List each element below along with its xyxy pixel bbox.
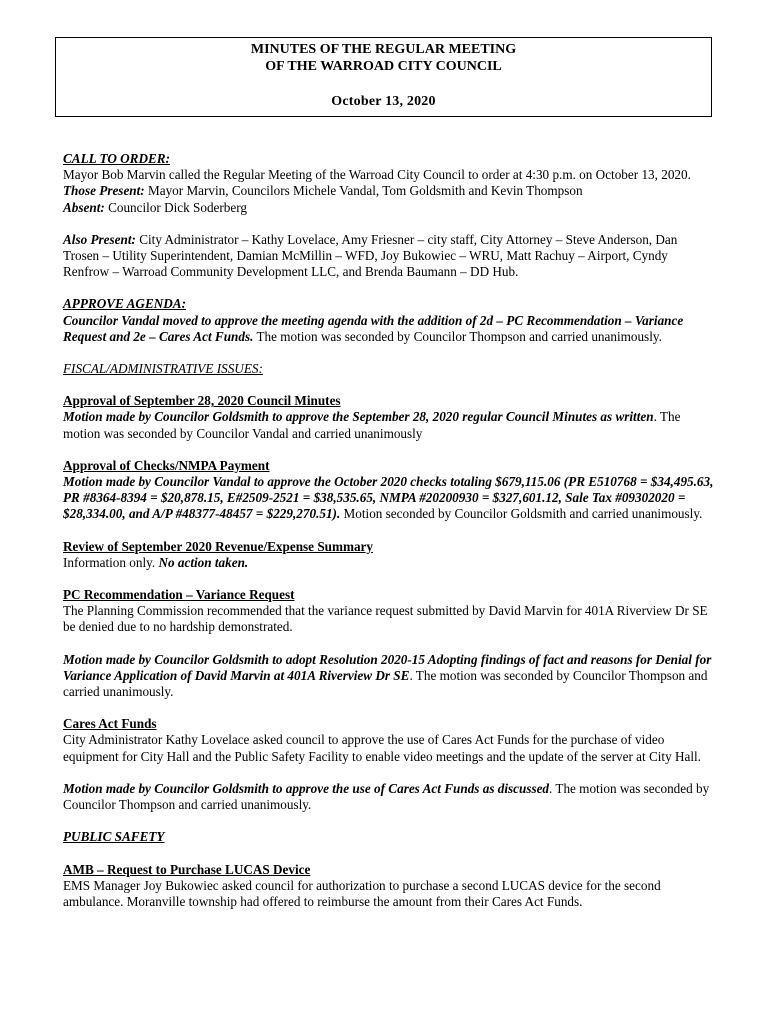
also-present-label: Also Present: xyxy=(63,231,136,247)
amb-lucas-item xyxy=(63,862,715,911)
call-to-order-heading: CALL TO ORDER: xyxy=(63,151,170,166)
revenue-review-no-action: No action taken. xyxy=(158,554,249,570)
fiscal-heading-paragraph xyxy=(63,361,715,377)
pc-recommendation-text: The Planning Commission recommended that the variance request submitted by David Marvin for 401A Riverview Dr SE be denied due to no hardship demonstrated. xyxy=(63,603,708,635)
approve-agenda-heading: APPROVE AGENDA: xyxy=(63,296,186,312)
fiscal-heading: FISCAL/ADMINISTRATIVE ISSUES: xyxy=(63,361,263,377)
also-present-text: City Administrator – Kathy Lovelace, Amy Friesner – city staff, City Attorney – Steve Anderson, Dan Trosen – Utility Superintendent, Damian McMillin – WFD, Joy Bukowiec – WRU, Matt Rachuy – Airport, Cyndy Renfrow – Warroad Community Development LLC, and Brenda Baumann – DD Hub. xyxy=(63,231,678,280)
checks-approval-rest: Motion seconded by Councilor Goldsmith and carried unanimously. xyxy=(340,506,703,522)
minutes-approval-title: Approval of September 28, 2020 Council Minutes xyxy=(63,393,341,409)
pc-recommendation-title: PC Recommendation – Variance Request xyxy=(63,587,295,603)
call-to-order-section xyxy=(63,151,715,216)
revenue-review-item xyxy=(63,539,715,571)
checks-approval-motion: Motion made by Councilor Vandal to approve the October 2020 checks totaling $679,115.06 (PR E510768 = $34,495.63, PR #8364-8394 = $20,878.15, E#2509-2521 = $38,535.65, NMPA #20200930 = $327,601.12, Sale Tax #09302020 = $28,334.00, and A/P #48377-48457 = $229,270.51). xyxy=(63,474,714,522)
those-present-label: Those Present: xyxy=(63,183,145,199)
call-to-order-text: Mayor Bob Marvin called the Regular Meeting of the Warroad City Council to order at 4:30 p.m. on October 13, 2020. xyxy=(63,167,691,183)
minutes-approval-motion: Motion made by Councilor Goldsmith to approve the September 28, 2020 regular Council Minutes as written xyxy=(63,409,654,425)
amb-lucas-title: AMB – Request to Purchase LUCAS Device xyxy=(63,861,311,877)
title-line-1: MINUTES OF THE REGULAR MEETING xyxy=(250,42,517,57)
public-safety-heading-paragraph xyxy=(63,829,715,845)
minutes-approval-item xyxy=(63,393,715,442)
checks-approval-item xyxy=(63,458,715,523)
cares-act-text: City Administrator Kathy Lovelace asked council to approve the use of Cares Act Funds for the purchase of video equipment for City Hall and the Public Safety Facility to enable video meetings and the update of the server at City Hall. xyxy=(63,732,701,764)
title-box xyxy=(55,37,712,117)
pc-recommendation-motion-paragraph xyxy=(63,652,715,701)
absent-label: Absent: xyxy=(63,199,105,215)
approve-agenda-section xyxy=(63,296,715,345)
revenue-review-info: Information only. xyxy=(63,554,159,570)
approve-agenda-rest: The motion was seconded by Councilor Thompson and carried unanimously. xyxy=(253,328,662,344)
cares-act-rest: . The motion was seconded by Councilor Thompson and carried unanimously. xyxy=(63,780,710,813)
pc-recommendation-motion: Motion made by Councilor Goldsmith to adopt Resolution 2020-15 Adopting findings of fact and reasons for Denial for Variance Application of David Marvin at 401A Riverview Dr SE xyxy=(63,651,712,683)
also-present-paragraph xyxy=(63,232,715,281)
public-safety-heading: PUBLIC SAFETY xyxy=(63,829,165,845)
cares-act-motion-paragraph xyxy=(63,781,715,813)
cares-act-title: Cares Act Funds xyxy=(63,716,157,732)
minutes-approval-rest: . The motion was seconded by Councilor Vandal and carried unanimously xyxy=(63,409,681,441)
pc-recommendation-rest: . The motion was seconded by Councilor Thompson and carried unanimously. xyxy=(63,667,708,700)
meeting-date: October 13, 2020 xyxy=(331,94,436,109)
title-line-2: OF THE WARROAD CITY COUNCIL xyxy=(265,59,502,74)
revenue-review-title: Review of September 2020 Revenue/Expense Summary xyxy=(63,538,373,554)
pc-recommendation-item xyxy=(63,587,715,636)
minutes-body xyxy=(63,151,715,910)
checks-approval-title: Approval of Checks/NMPA Payment xyxy=(63,457,270,473)
cares-act-motion: Motion made by Councilor Goldsmith to approve the use of Cares Act Funds as discussed xyxy=(63,780,550,796)
approve-agenda-motion: Councilor Vandal moved to approve the meeting agenda with the addition of 2d – PC Recommendation – Variance Request and 2e – Cares Act Funds. xyxy=(63,312,684,344)
those-present-text: Mayor Marvin, Councilors Michele Vandal, Tom Goldsmith and Kevin Thompson xyxy=(144,183,583,199)
absent-text: Councilor Dick Soderberg xyxy=(104,199,247,215)
cares-act-item xyxy=(63,716,715,765)
amb-lucas-text: EMS Manager Joy Bukowiec asked council for authorization to purchase a second LUCAS device for the second ambulance. Moranville township had offered to reimburse the amount from their Cares Act Funds. xyxy=(63,877,661,909)
